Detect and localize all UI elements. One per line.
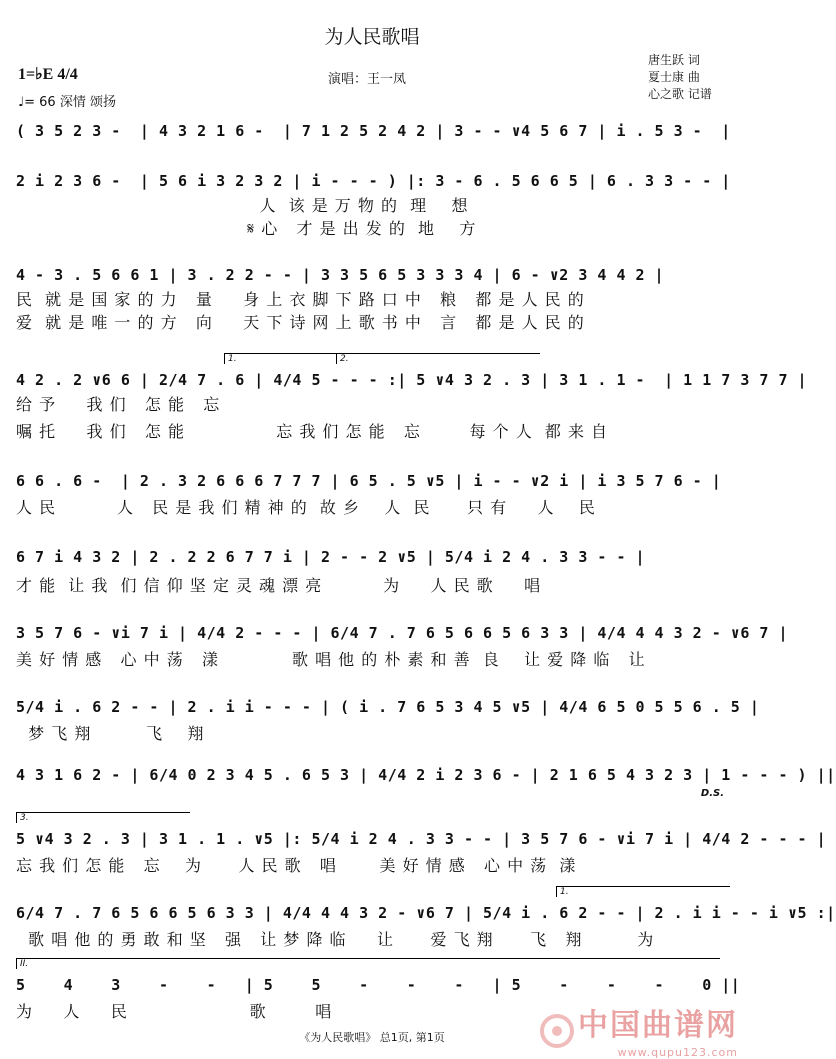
page-footer: 《为人民歌唱》 总1页, 第1页 xyxy=(299,1031,445,1044)
credits xyxy=(648,52,712,103)
lyric-line: 民 就 是 国 家 的 力 量 身 上 衣 脚 下 路 口 中 粮 都 是 人 民 的 xyxy=(16,290,585,309)
volta-bracket: 1. xyxy=(556,886,730,897)
lyric-line: 歌 唱 他 的 勇 敢 和 坚 强 让 梦 降 临 让 爱 飞 翔 飞 翔 为 xyxy=(16,930,655,949)
notation-line: 4 - 3 . 5 6 6 1 | 3 . 2 2 - - | 3 3 5 6 5 3 3 3 4 | 6 - ∨2 3 4 4 2 | xyxy=(16,266,665,284)
tempo-marking: ♩= 66 深情 颂扬 xyxy=(18,95,116,110)
notation-line: 4 3 1 6 2 - | 6/4 0 2 3 4 5 . 6 5 3 | 4/4 2 i 2 3 6 - | 2 1 6 5 4 3 2 3 | 1 - - - ) || xyxy=(16,766,836,784)
singer-credit: 演唱：王一凤 xyxy=(328,72,407,87)
notation-line: 4 2 . 2 ∨6 6 | 2/4 7 . 6 | 4/4 5 - - - :| 5 ∨4 3 2 . 3 | 3 1 . 1 - | 1 1 7 3 7 7 | xyxy=(16,371,808,389)
transcriber-credit: 心之歌 记谱 xyxy=(648,87,712,101)
notation-line: 3 5 7 6 - ∨i 7 i | 4/4 2 - - - | 6/4 7 . 7 6 5 6 6 5 6 3 3 | 4/4 4 4 3 2 - ∨6 7 | xyxy=(16,624,788,642)
notation-line: 6/4 7 . 7 6 5 6 6 5 6 3 3 | 4/4 4 4 3 2 - ∨6 7 | 5/4 i . 6 2 - - | 2 . i i - - i ∨5 :| xyxy=(16,904,836,922)
lyric-line: 𝄋 心 才 是 出 发 的 地 方 xyxy=(16,219,477,238)
key-signature: 1=♭E 4/4 xyxy=(18,66,78,83)
page-title: 为人民歌唱 xyxy=(324,26,420,48)
lyric-line: 梦 飞 翔 飞 翔 xyxy=(16,724,205,743)
lyric-line: 忘 我 们 怎 能 忘 为 人 民 歌 唱 美 好 情 感 心 中 荡 漾 xyxy=(16,856,577,875)
notation-line: ( 3 5 2 3 - | 4 3 2 1 6 - | 7 1 2 5 2 4 2 | 3 - - ∨4 5 6 7 | i . 5 3 - | xyxy=(16,122,731,140)
lyric-line: 才 能 让 我 们 信 仰 坚 定 灵 魂 漂 亮 为 人 民 歌 唱 xyxy=(16,576,542,595)
lyricist-credit: 唐生跃 词 xyxy=(648,53,700,67)
notation-line: 5/4 i . 6 2 - - | 2 . i i - - - | ( i . 7 6 5 3 4 5 ∨5 | 4/4 6 5 0 5 5 6 . 5 | xyxy=(16,698,760,716)
watermark-url: www.qupu123.com xyxy=(617,1045,738,1059)
notation-line: 6 7 i 4 3 2 | 2 . 2 2 6 7 7 i | 2 - - 2 ∨5 | 5/4 i 2 4 . 3 3 - - | xyxy=(16,548,646,566)
lyric-line: 给 予 我 们 怎 能 忘 xyxy=(16,395,221,414)
notation-line: 2 i 2 3 6 - | 5 6 i 3 2 3 2 | i - - - ) |: 3 - 6 . 5 6 6 5 | 6 . 3 3 - - | xyxy=(16,172,731,190)
notation-line: 5 ∨4 3 2 . 3 | 3 1 . 1 . ∨5 |: 5/4 i 2 4 . 3 3 - - | 3 5 7 6 - ∨i 7 i | 4/4 2 - - - | xyxy=(16,830,827,848)
lyric-line: 爱 就 是 唯 一 的 方 向 天 下 诗 网 上 歌 书 中 言 都 是 人 民 的 xyxy=(16,313,585,332)
lyric-line: 美 好 情 感 心 中 荡 漾 歌 唱 他 的 朴 素 和 善 良 让 爱 降 临 让 xyxy=(16,650,646,669)
volta-bracket: 1. xyxy=(224,353,338,364)
composer-credit: 夏士康 曲 xyxy=(648,70,700,84)
notation-line: 5 4 3 - - | 5 5 - - - | 5 - - - 0 || xyxy=(16,976,741,994)
notation-line: 6 6 . 6 - | 2 . 3 2 6 6 6 7 7 7 | 6 5 . 5 ∨5 | i - - ∨2 i | i 3 5 7 6 - | xyxy=(16,472,722,490)
lyric-line: 人 民 人 民 是 我 们 精 神 的 故 乡 人 民 只 有 人 民 xyxy=(16,498,596,517)
watermark xyxy=(540,1000,738,1059)
watermark-brand: 中国曲谱网 xyxy=(578,1008,738,1043)
volta-bracket: 2. xyxy=(336,353,540,364)
lyric-line: 为 人 民 歌 唱 xyxy=(16,1002,333,1021)
lyric-line: 嘱 托 我 们 怎 能 忘 我 们 怎 能 忘 每 个 人 都 来 自 xyxy=(16,422,609,441)
dal-segno-mark: D.S. xyxy=(700,788,724,799)
volta-bracket: II. xyxy=(16,958,720,969)
watermark-logo-icon xyxy=(540,1014,574,1048)
lyric-line: 人 该 是 万 物 的 理 想 xyxy=(16,196,469,215)
volta-bracket: 3. xyxy=(16,812,190,823)
